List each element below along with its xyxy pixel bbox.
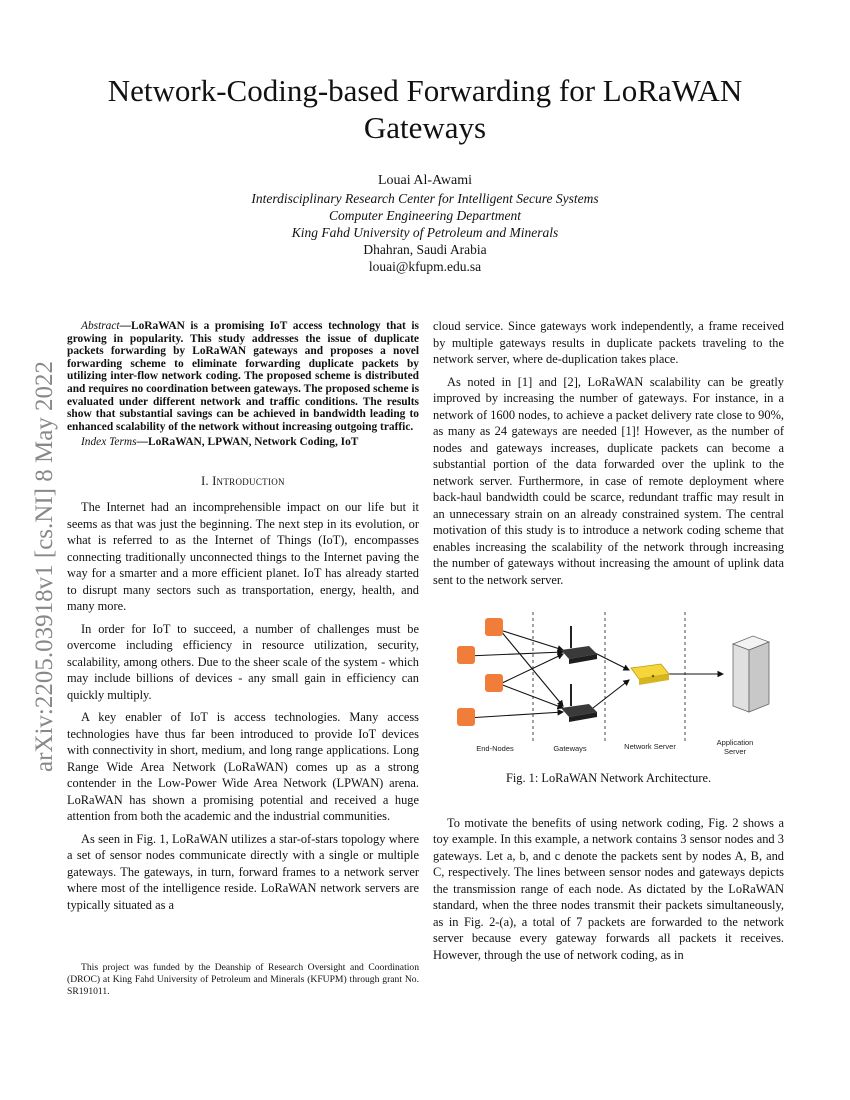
end-node-icon xyxy=(457,646,475,664)
title-line-2: Gateways xyxy=(363,110,487,145)
gateway-icon xyxy=(561,684,597,722)
author-affiliation-2: Computer Engineering Department xyxy=(329,208,521,223)
end-node-icon xyxy=(485,618,503,636)
figure-lorawan-architecture xyxy=(433,604,784,764)
paragraph: A key enabler of IoT is access technologies. Many access technologies have thus far been introduced to provide IoT devices with connectivity in short, medium, and long range applications. Long Range Wide Area Network (LoRaWAN) comes up as a strong contender in the Low-Power Wide Area Network (LPWAN) arena. LoRaWAN has shown a promising potential and received a huge attention from both the academic and the industrial communities. xyxy=(67,710,419,824)
paragraph: To motivate the benefits of using network coding, Fig. 2 shows a toy example. In this example, a network contains 3 sensor nodes and 3 gateways. Let a, b, and c denote the packets sent by nodes A, B, and C, respectively. The lines between sensor nodes and gateways depicts the transmission range of each node. As dictated by the LoRaWAN standard, when the three nodes transmit their packets simultaneously, as in Fig. 2-(a), a total of 7 packets are forwarded to the network server because every gateway forwards all packets it receives. However, through the use of network coding, as in xyxy=(433,815,784,962)
left-column xyxy=(67,320,419,919)
network-server-icon xyxy=(631,664,669,685)
label-application-server-line1: Application xyxy=(716,738,754,747)
paragraph: cloud service. Since gateways work independently, a frame received by multiple gateways results in duplicate packets traveling to the network server, where de-duplication takes place. xyxy=(433,319,784,366)
arxiv-id: arXiv:2205.03918v1 [cs.NI] 8 May 2022 xyxy=(31,360,58,772)
gateway-icon xyxy=(561,626,597,664)
paper-title xyxy=(60,72,790,146)
link-arrow xyxy=(593,680,629,708)
author-affiliation-3: King Fahd University of Petroleum and Minerals xyxy=(291,225,559,240)
footnote: This project was funded by the Deanship of Research Oversight and Coordination (DROC) at King Fahd University of Petroleum and Minerals (KFUPM) through grant No. SR191011. xyxy=(67,962,419,997)
abstract xyxy=(67,320,419,433)
paragraph: As noted in [1] and [2], LoRaWAN scalability can be greatly improved by increasing the number of gateways. For instance, in a network of 1600 nodes, to achieve a packet delivery rate close to 90%, as many as 24 gateways are needed [1]! However, as the number of nodes and gateways increases, duplicate packets can become a substantial portion of the data forwarded over the uplink to the network server. Furthermore, in case of remote deployment where back-haul bandwidth could be scarce, redundant traffic may result in an unnecessary strain on an already constrained system. The central motivation of this study is to introduce a network coding scheme that enables increasing the scalability of the network through increasing the number of gateways without increasing the amount of uplink data sent to the network server. xyxy=(433,374,784,587)
paragraph: The Internet had an incomprehensible impact on our life but it seems as that was just the beginning. The next step in its evolution, or what is referred to as the Internet of Things (IoT), encompasses connecting traditionally unconnected things to the Internet paving the way for a smarter and a more efficient planet. IoT has already started to disrupt many sectors such as transportation, energy, health, and many more. xyxy=(67,500,419,614)
application-server-icon xyxy=(733,636,769,712)
link-arrow xyxy=(467,652,563,656)
end-node-icon xyxy=(457,708,475,726)
abstract-text: —LoRaWAN is a promising IoT access technology that is growing in popularity. This study addresses the issue of duplicate packets forwarding by LoRaWAN gateways and proposes a novel forwarding scheme to eliminate forwarding duplicate packets by utilizing inter-flow network coding. The proposed scheme is distributed and requires no coordination between gateways. The proposed scheme is evaluated under different network and traffic conditions. The results show that substantial savings can be achieved in bandwidth leading to enhanced scalability of the network without increasing outgoing traffic. xyxy=(67,320,419,433)
link-arrow xyxy=(593,652,629,670)
section-number: I. xyxy=(201,473,213,488)
title-line-1: Network-Coding-based Forwarding for LoRaWAN xyxy=(107,73,743,108)
section-title: Introduction xyxy=(212,473,285,488)
label-gateways: Gateways xyxy=(553,744,587,753)
figure-caption: Fig. 1: LoRaWAN Network Architecture. xyxy=(505,771,712,785)
index-terms xyxy=(67,436,419,449)
author-affiliation-1: Interdisciplinary Research Center for Intelligent Secure Systems xyxy=(251,191,599,206)
index-terms-lead: Index Terms xyxy=(81,436,137,449)
right-column xyxy=(433,318,784,969)
label-network-server: Network Server xyxy=(624,742,676,751)
label-application-server-line2: Server xyxy=(723,747,747,756)
link-arrow xyxy=(500,630,563,706)
index-terms-text: —LoRaWAN, LPWAN, Network Coding, IoT xyxy=(136,436,359,449)
abstract-lead: Abstract xyxy=(81,320,120,332)
author-email[interactable]: louai@kfupm.edu.sa xyxy=(368,259,482,274)
end-node-icon xyxy=(485,674,503,692)
paragraph: In order for IoT to succeed, a number of challenges must be overcome including efficiency in resource utilization, security, scalability, among others. Due to the sheer scale of the system - which may include billions of devices - any small gain in efficiency can quickly multiply. xyxy=(67,621,419,702)
link-arrow xyxy=(500,684,563,708)
link-arrow xyxy=(500,654,563,684)
link-arrow xyxy=(500,630,563,650)
author-location: Dhahran, Saudi Arabia xyxy=(363,242,487,257)
paragraph: As seen in Fig. 1, LoRaWAN utilizes a star-of-stars topology where a set of sensor nodes communicate directly with a single or multiple gateways. The gateways, in turn, forward frames to a network server where most of the intelligence reside. LoRaWAN network servers are typically situated as a xyxy=(67,831,419,912)
section-heading-introduction xyxy=(67,473,419,490)
label-application-server xyxy=(705,738,765,756)
author-name: Louai Al-Awami xyxy=(378,173,472,188)
label-end-nodes: End-Nodes xyxy=(476,744,514,753)
arxiv-stamp xyxy=(14,300,66,780)
link-arrow xyxy=(467,712,563,718)
author-block xyxy=(120,172,730,275)
